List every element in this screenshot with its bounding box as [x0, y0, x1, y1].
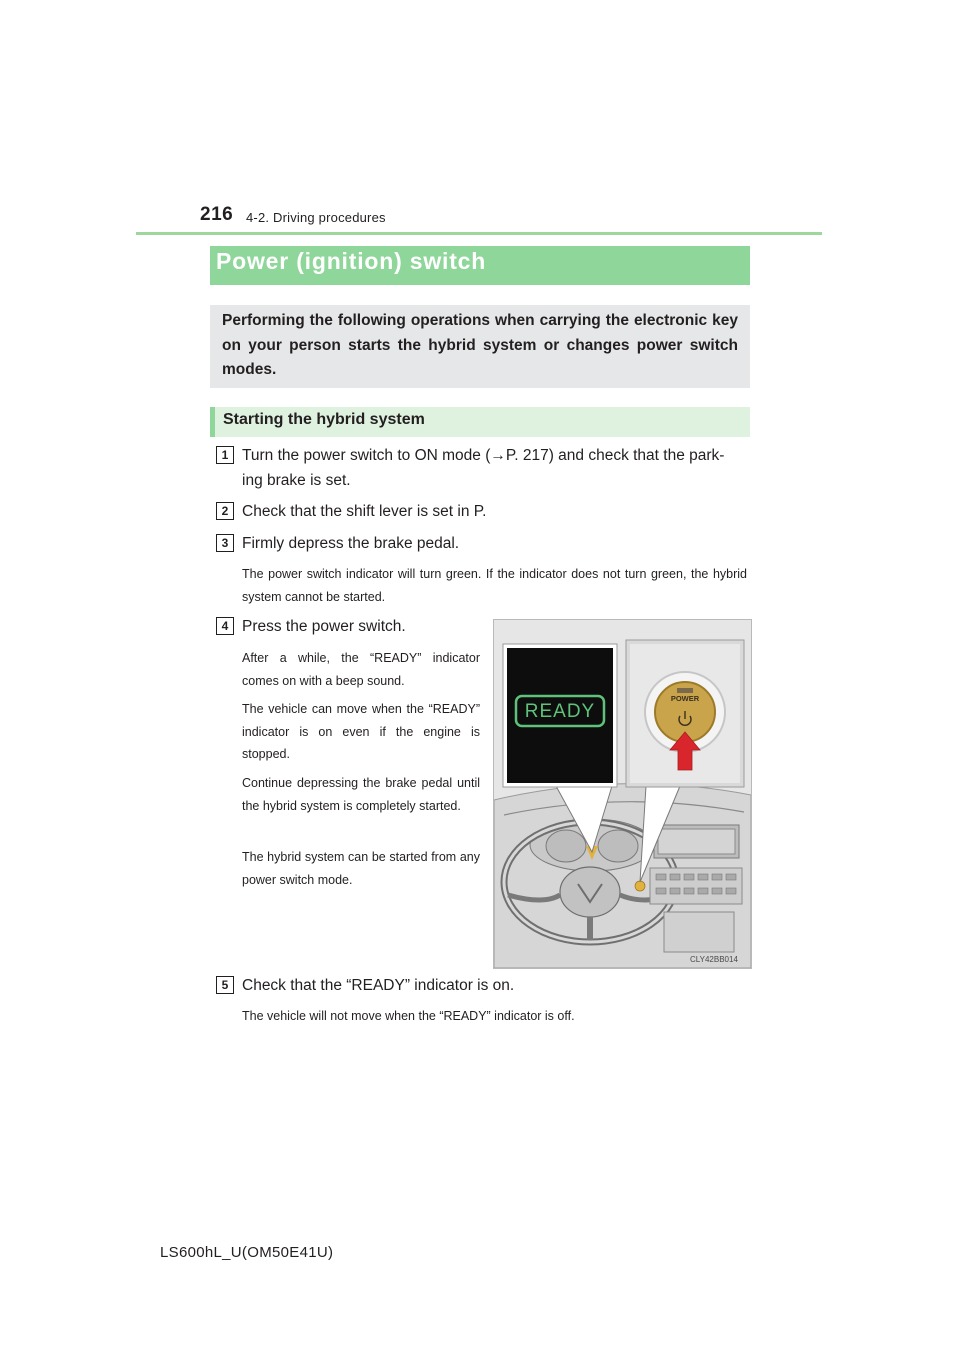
- step-3-note: The power switch indicator will turn green. If the indicator does not turn green, the hybrid system cannot be started.: [242, 567, 747, 604]
- power-button-label: POWER: [670, 694, 700, 703]
- page-number: 216: [200, 204, 234, 225]
- step-4-note-2: The vehicle can move when the “READY” indicator is on even if the engine is stopped.: [242, 702, 480, 761]
- step-3-text: Firmly depress the brake pedal.: [242, 535, 460, 552]
- dashboard-illustration: [493, 619, 752, 969]
- step-4-note-3: Continue depressing the brake pedal until the hybrid system is completely started.: [242, 776, 480, 813]
- step-4-note-1: After a while, the “READY” indicator comes on with a beep sound.: [242, 651, 480, 688]
- footer-model-code: LS600hL_U(OM50E41U): [160, 1244, 334, 1261]
- subsection-stripe: [210, 407, 215, 437]
- ready-indicator-label: READY: [524, 701, 596, 722]
- step-4-text: Press the power switch.: [242, 618, 406, 635]
- section-header: 4-2. Driving procedures: [246, 210, 386, 225]
- intro-text: Performing the following operations when carrying the electronic key on your person starts the hybrid system or changes power switch modes.: [222, 312, 738, 378]
- step-number-5: 5: [216, 976, 234, 994]
- step-number-1: 1: [216, 446, 234, 464]
- figure-code: CLY42BB014: [690, 955, 738, 964]
- step-4-note-4: The hybrid system can be started from any power switch mode.: [242, 850, 480, 887]
- step-number-2: 2: [216, 502, 234, 520]
- header-rule: [136, 232, 822, 235]
- step-number-3: 3: [216, 534, 234, 552]
- step-1-line-1: Turn the power switch to ON mode (→P. 217) and check that the park-: [242, 447, 725, 464]
- step-5-note: The vehicle will not move when the “READY” indicator is off.: [242, 1009, 575, 1023]
- page-title: Power (ignition) switch: [216, 248, 487, 274]
- step-number-4: 4: [216, 617, 234, 635]
- subsection-title: Starting the hybrid system: [223, 411, 425, 428]
- step-1-line-2: ing brake is set.: [242, 472, 351, 489]
- step-5-text: Check that the “READY” indicator is on.: [242, 977, 515, 994]
- step-2-text: Check that the shift lever is set in P.: [242, 503, 487, 520]
